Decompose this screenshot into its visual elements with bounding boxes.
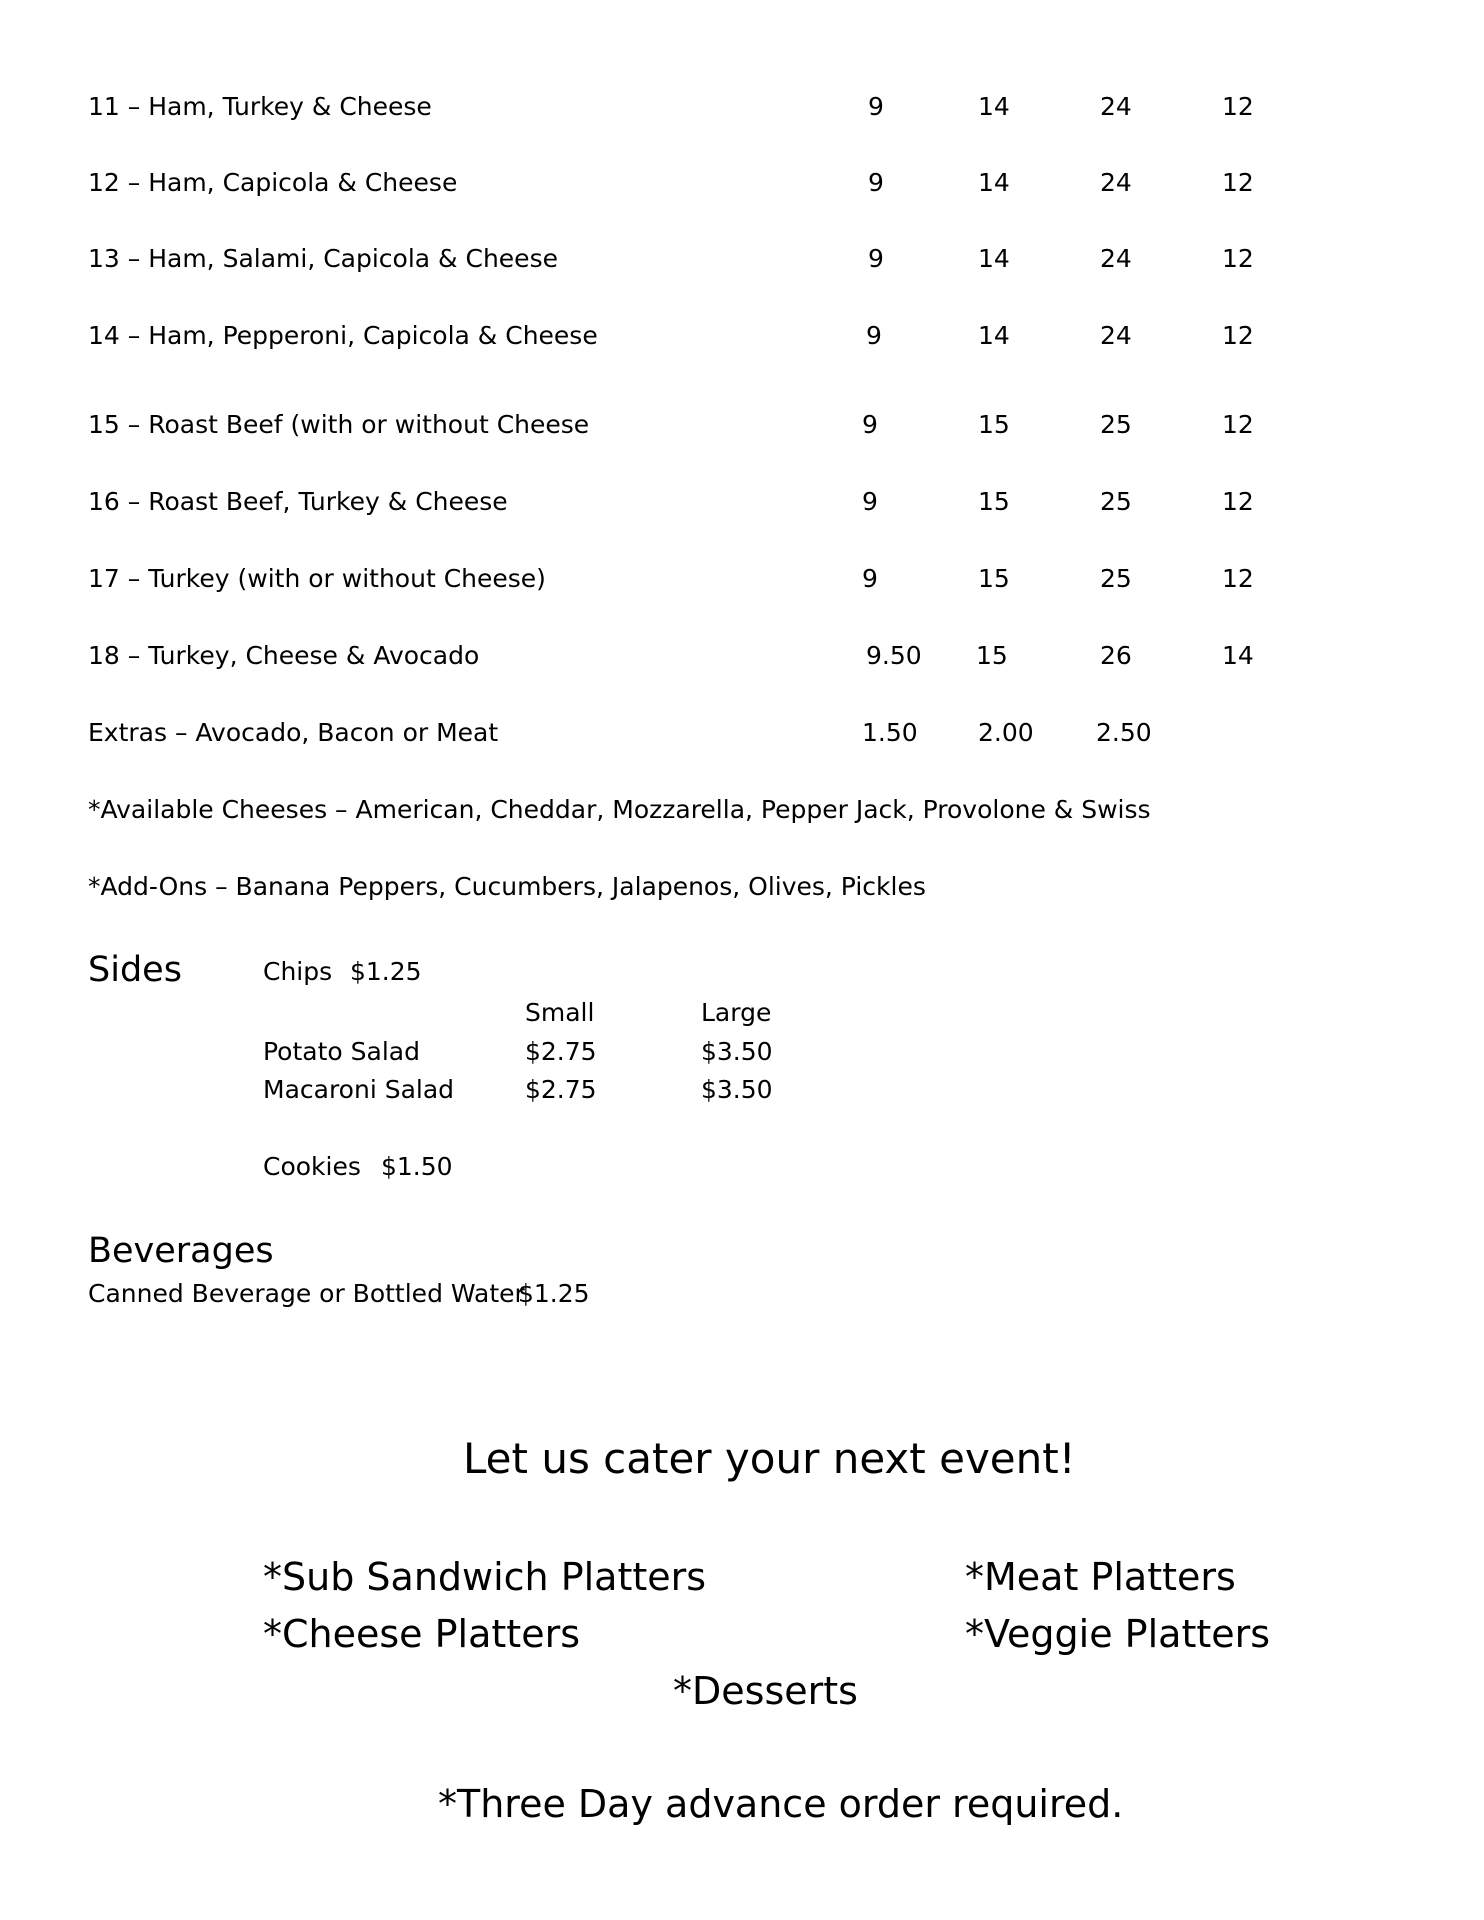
price-col-4: 12 (1222, 321, 1254, 350)
side-small-price: $2.75 (525, 1075, 597, 1104)
price-col-3: 24 (1100, 321, 1132, 350)
price-col-3: 24 (1100, 92, 1132, 121)
price-col-2: 15 (978, 564, 1010, 593)
item-name: 15 – Roast Beef (with or without Cheese (88, 410, 590, 439)
cheeses-note: *Available Cheeses – American, Cheddar, Mozzarella, Pepper Jack, Provolone & Swiss (88, 795, 1151, 824)
price-col-4: 12 (1222, 564, 1254, 593)
price-col-4: 12 (1222, 168, 1254, 197)
price-col-1: 9 (866, 321, 882, 350)
price-col-1: 9 (868, 168, 884, 197)
cookies-label: Cookies (263, 1152, 361, 1181)
item-name: 11 – Ham, Turkey & Cheese (88, 92, 432, 121)
veggie-platters: *Veggie Platters (965, 1612, 1271, 1656)
large-header: Large (701, 998, 772, 1027)
item-name: 17 – Turkey (with or without Cheese) (88, 564, 546, 593)
addons-note: *Add-Ons – Banana Peppers, Cucumbers, Jalapenos, Olives, Pickles (88, 872, 926, 901)
price-col-3: 24 (1100, 244, 1132, 273)
extras-price-1: 1.50 (862, 718, 918, 747)
price-col-4: 12 (1222, 410, 1254, 439)
price-col-3: 24 (1100, 168, 1132, 197)
side-small-price: $2.75 (525, 1037, 597, 1066)
price-col-3: 25 (1100, 410, 1132, 439)
side-name: Macaroni Salad (263, 1075, 455, 1104)
price-col-4: 14 (1222, 641, 1254, 670)
price-col-2: 14 (978, 244, 1010, 273)
price-col-1: 9 (862, 564, 878, 593)
price-col-1: 9.50 (866, 641, 922, 670)
price-col-1: 9 (868, 244, 884, 273)
price-col-2: 14 (978, 168, 1010, 197)
cookies-price: $1.50 (381, 1152, 453, 1181)
chips-label: Chips (263, 957, 333, 986)
extras-price-2: 2.00 (978, 718, 1034, 747)
item-name: 16 – Roast Beef, Turkey & Cheese (88, 487, 508, 516)
price-col-1: 9 (862, 487, 878, 516)
price-col-2: 15 (978, 410, 1010, 439)
item-name: 18 – Turkey, Cheese & Avocado (88, 641, 480, 670)
price-col-3: 25 (1100, 487, 1132, 516)
price-col-4: 12 (1222, 487, 1254, 516)
side-large-price: $3.50 (701, 1075, 773, 1104)
desserts: *Desserts (673, 1669, 858, 1713)
item-name: 13 – Ham, Salami, Capicola & Cheese (88, 244, 558, 273)
price-col-4: 12 (1222, 92, 1254, 121)
side-large-price: $3.50 (701, 1037, 773, 1066)
sides-heading: Sides (88, 950, 182, 990)
beverage-item: Canned Beverage or Bottled Water (88, 1279, 525, 1308)
price-col-2: 14 (978, 92, 1010, 121)
price-col-2: 14 (978, 321, 1010, 350)
meat-platters: *Meat Platters (965, 1555, 1236, 1599)
extras-name: Extras – Avocado, Bacon or Meat (88, 718, 499, 747)
price-col-1: 9 (862, 410, 878, 439)
side-name: Potato Salad (263, 1037, 420, 1066)
cheese-platters: *Cheese Platters (263, 1612, 580, 1656)
beverages-heading: Beverages (88, 1231, 274, 1271)
price-col-1: 9 (868, 92, 884, 121)
price-col-4: 12 (1222, 244, 1254, 273)
sub-sandwich-platters: *Sub Sandwich Platters (263, 1555, 707, 1599)
item-name: 12 – Ham, Capicola & Cheese (88, 168, 458, 197)
price-col-2: 15 (978, 487, 1010, 516)
catering-title: Let us cater your next event! (463, 1434, 1076, 1483)
price-col-3: 25 (1100, 564, 1132, 593)
item-name: 14 – Ham, Pepperoni, Capicola & Cheese (88, 321, 598, 350)
price-col-2: 15 (976, 641, 1008, 670)
beverage-price: $1.25 (518, 1279, 590, 1308)
advance-order-note: *Three Day advance order required. (438, 1782, 1124, 1826)
extras-price-3: 2.50 (1096, 718, 1152, 747)
price-col-3: 26 (1100, 641, 1132, 670)
chips-price: $1.25 (350, 957, 422, 986)
small-header: Small (525, 998, 595, 1027)
